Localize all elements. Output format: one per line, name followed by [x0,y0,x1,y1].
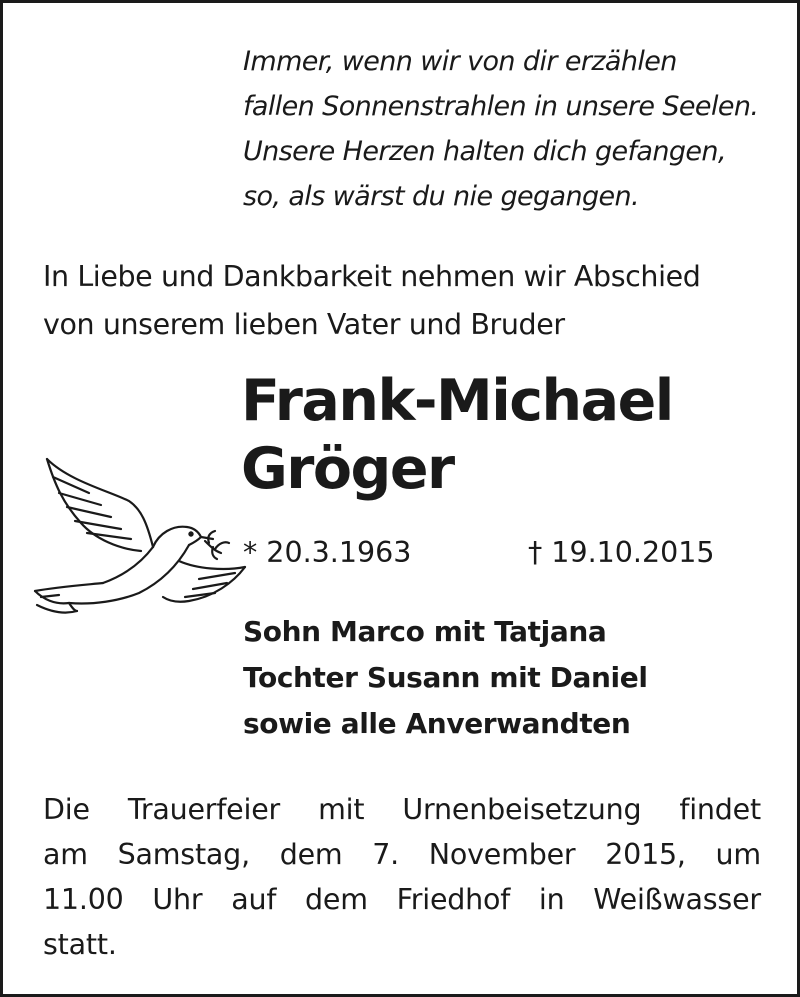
mourner-line: Tochter Susann mit Daniel [243,661,648,694]
ceremony-word: 7. [372,838,400,871]
ceremony-line-4: statt. [43,928,117,961]
dove-with-olive-branch-icon [29,451,251,623]
ceremony-line-1 [43,787,761,832]
ceremony-word: 11.00 [43,883,124,916]
ceremony-word: Samstag, [117,838,250,871]
ceremony-word: Friedhof [396,883,511,916]
ceremony-word: Trauerfeier [127,793,281,826]
ceremony-word: am [43,838,88,871]
deceased-last-name: Gröger [241,436,454,502]
poem-line: fallen Sonnenstrahlen in unsere Seelen. [243,91,759,122]
ceremony-word: auf [231,883,277,916]
ceremony-word: in [538,883,565,916]
ceremony-word: Die [43,793,90,826]
deceased-first-name: Frank-Michael [241,368,673,434]
ceremony-word: 2015, [605,838,686,871]
poem-line: so, als wärst du nie gegangen. [243,181,640,212]
ceremony-word: dem [305,883,368,916]
mourner-line: sowie alle Anverwandten [243,707,631,740]
life-dates [243,531,763,575]
death-date: † 19.10.2015 [528,536,715,569]
ceremony-word: mit [318,793,365,826]
birth-date: * 20.3.1963 [243,536,412,569]
ceremony-line-3 [43,877,761,922]
farewell-intro [43,253,783,349]
ceremony-word: Uhr [152,883,203,916]
poem-line: Unsere Herzen halten dich gefangen, [243,136,726,167]
intro-line: In Liebe und Dankbarkeit nehmen wir Abschied [43,260,701,293]
memorial-poem [243,39,783,219]
ceremony-word: dem [279,838,343,871]
mourner-line: Sohn Marco mit Tatjana [243,615,607,648]
ceremony-line-2 [43,832,761,877]
ceremony-word: Weißwasser [593,883,761,916]
ceremony-word: Urnenbeisetzung [402,793,642,826]
ceremony-word: November [428,838,576,871]
funeral-ceremony-text [43,787,761,967]
poem-line: Immer, wenn wir von dir erzählen [243,46,677,77]
ceremony-word: findet [679,793,761,826]
ceremony-word: um [715,838,761,871]
mourners-list [243,609,783,747]
intro-line: von unserem lieben Vater und Bruder [43,308,565,341]
deceased-name [241,367,781,503]
